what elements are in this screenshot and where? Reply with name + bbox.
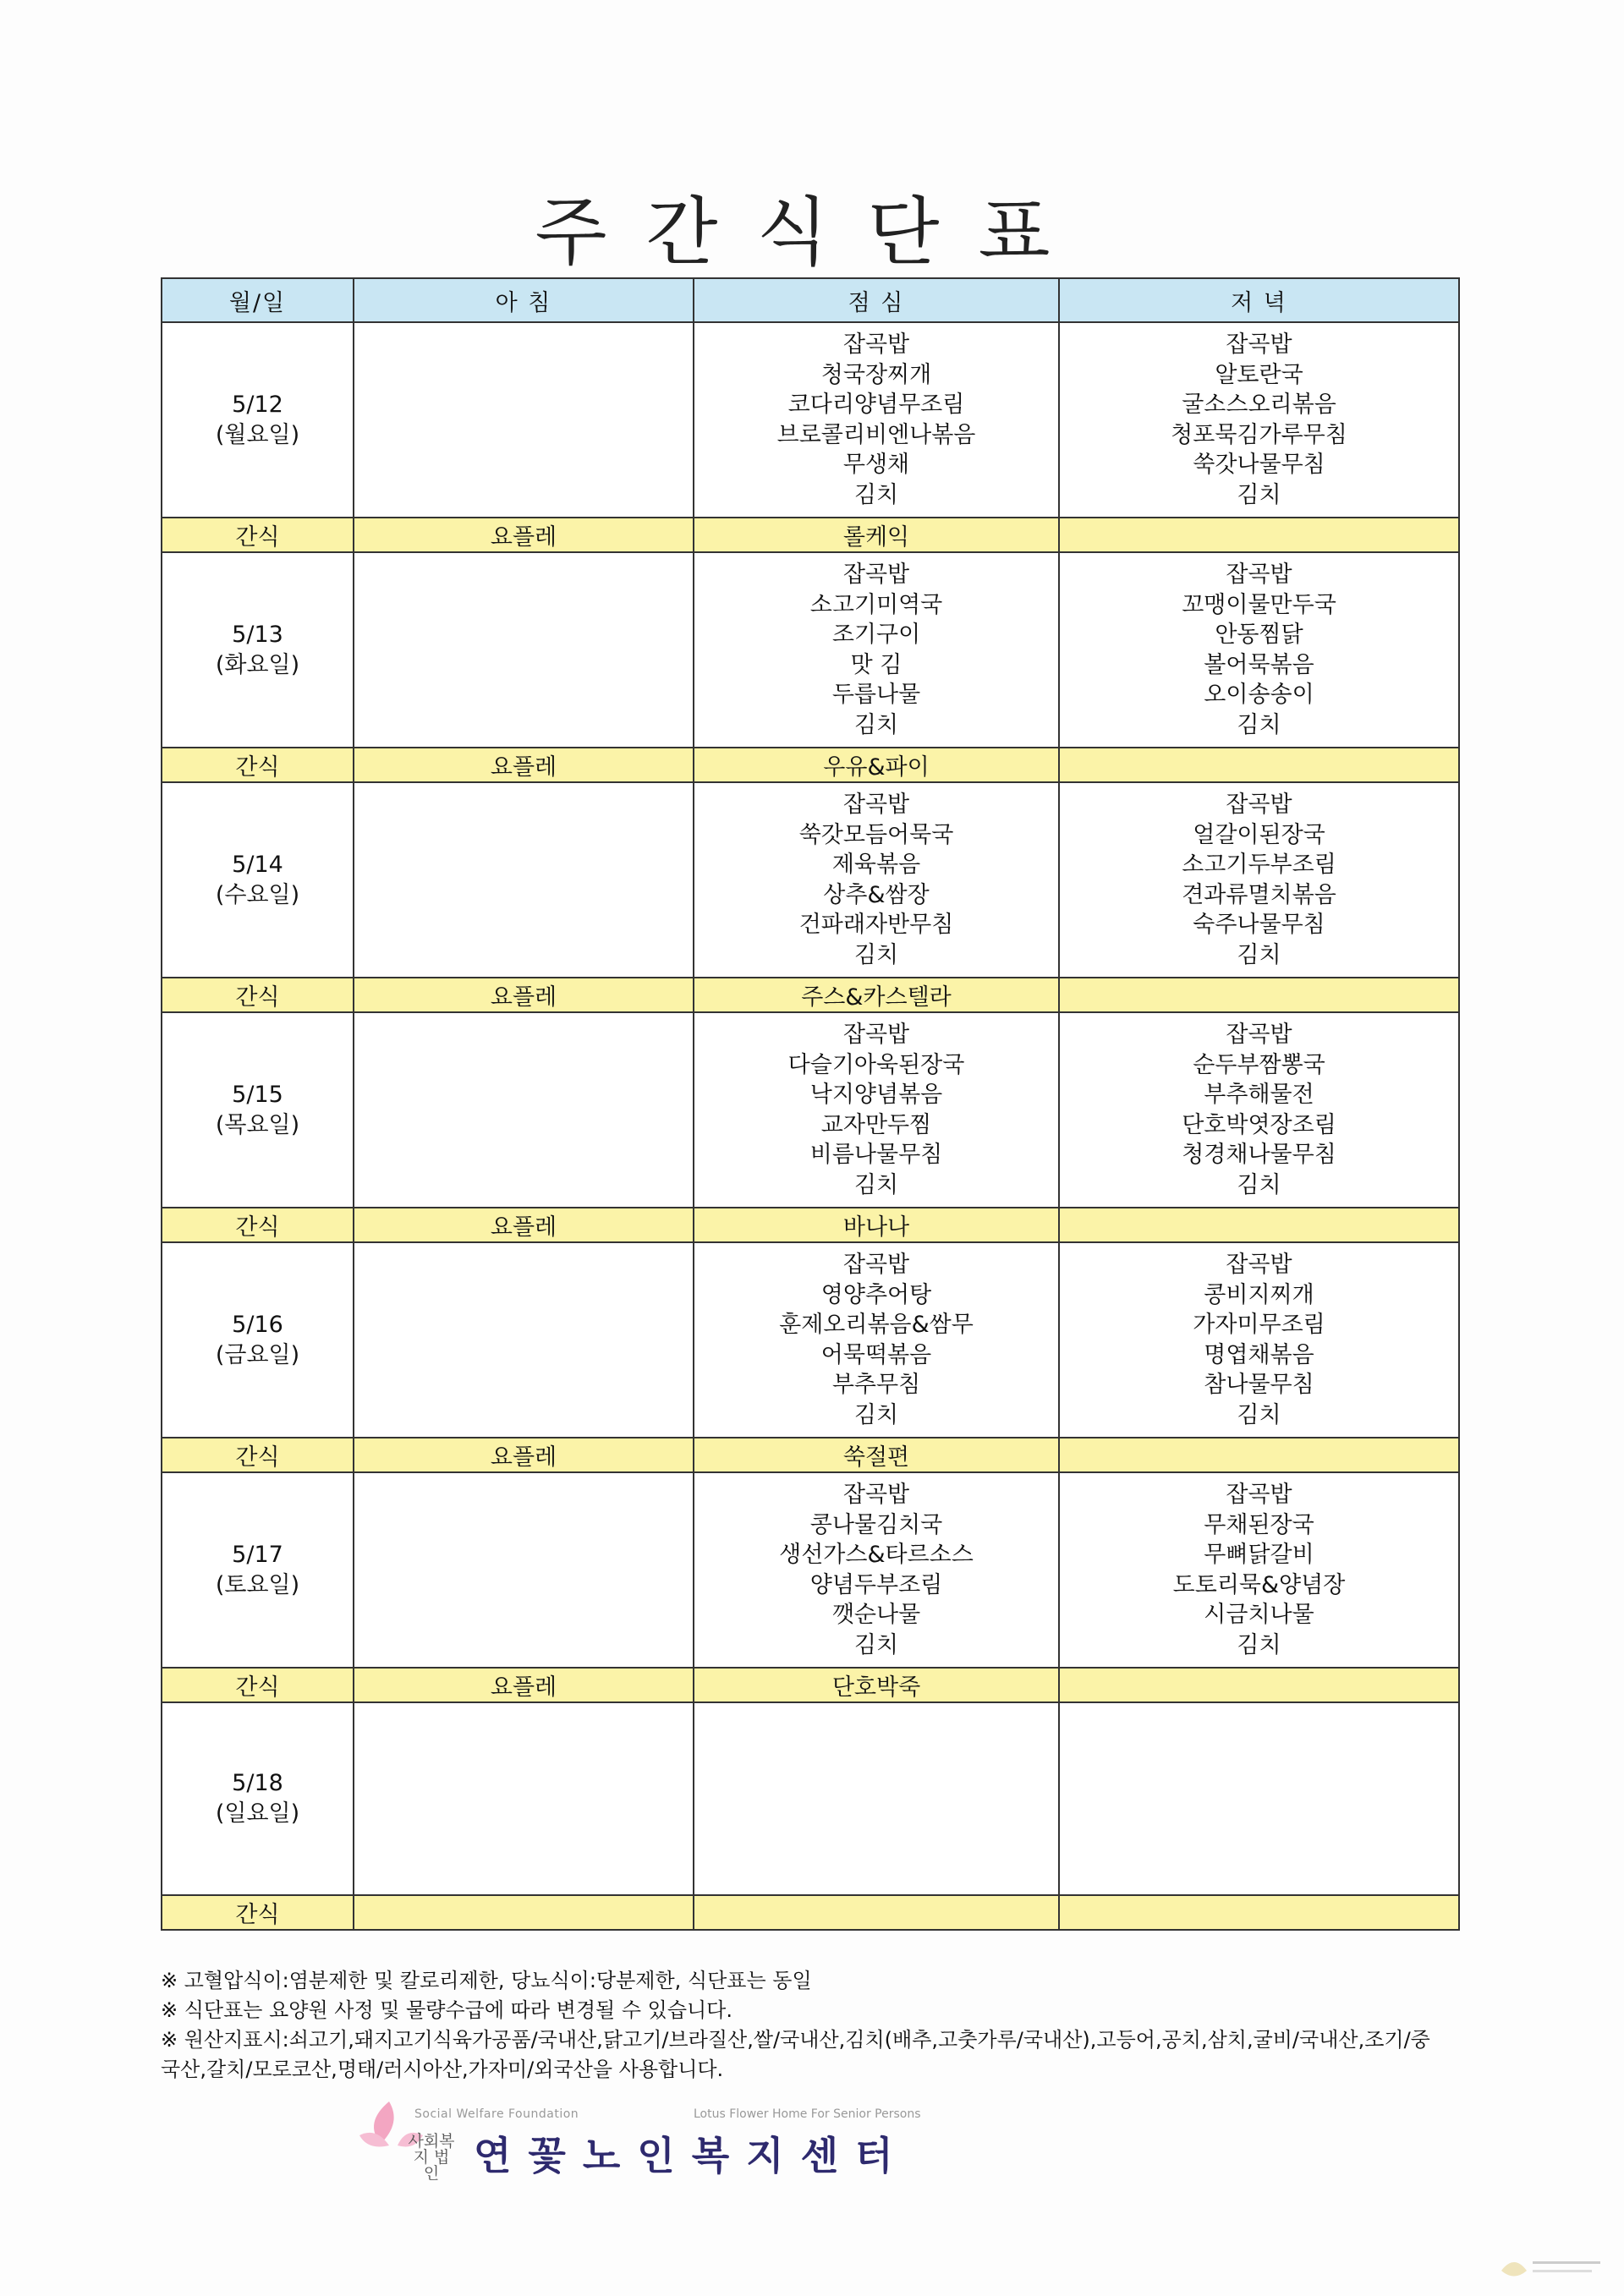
- snack-row: [162, 1438, 1459, 1472]
- dinner-cell: [1059, 1472, 1459, 1668]
- menu-item: 훈제오리볶음&쌈무: [779, 1312, 974, 1338]
- menu-item: 가자미무조림: [1193, 1312, 1325, 1338]
- snack-label: 간식: [162, 978, 354, 1012]
- snack-afternoon: 바나나: [694, 1208, 1059, 1242]
- snack-afternoon: 쑥절편: [694, 1438, 1059, 1472]
- menu-item: 다슬기아욱된장국: [787, 1051, 965, 1078]
- snack-evening: [1059, 1208, 1459, 1242]
- breakfast-cell: [354, 1472, 694, 1668]
- dinner-cell: [1059, 552, 1459, 748]
- snack-label: 간식: [162, 1438, 354, 1472]
- menu-item: 청국장찌개: [820, 361, 932, 388]
- day-row: [162, 552, 1459, 748]
- day-row: [162, 1472, 1459, 1668]
- menu-item: 견과류멸치볶음: [1182, 881, 1336, 908]
- day-date: 5/15: [232, 1081, 283, 1108]
- menu-item: 부추무침: [831, 1372, 921, 1398]
- day-date: 5/14: [232, 851, 283, 878]
- snack-evening: [1059, 1438, 1459, 1472]
- menu-item: 부추해물전: [1204, 1082, 1314, 1108]
- breakfast-cell: [354, 1702, 694, 1895]
- menu-item: 두릅나물: [831, 682, 921, 708]
- menu-item: 잡곡밥: [842, 1252, 910, 1278]
- menu-item: 소고기미역국: [809, 591, 943, 618]
- menu-item: 영양추어탕: [820, 1281, 932, 1308]
- snack-afternoon: 롤케익: [694, 518, 1059, 552]
- day-cell: [162, 1242, 354, 1438]
- menu-item: 김치: [853, 1401, 899, 1428]
- logo-english-right: Lotus Flower Home For Senior Persons: [694, 2107, 921, 2121]
- menu-item: 도토리묵&양념장: [1172, 1571, 1346, 1598]
- menu-item: 잡곡밥: [1226, 792, 1292, 818]
- note-diet: ※ 고혈압식이:염분제한 및 칼로리제한, 당뇨식이:당분제한, 식단표는 동일: [161, 1969, 812, 1992]
- notes: [161, 1966, 1446, 2085]
- snack-evening: [1059, 518, 1459, 552]
- menu-item: 쑥갓모듬어묵국: [798, 821, 954, 848]
- lunch-cell: [694, 782, 1059, 978]
- menu-item: 숙주나물무침: [1193, 912, 1325, 938]
- menu-item: 잡곡밥: [842, 332, 910, 358]
- lunch-list: [694, 1473, 1058, 1667]
- day-weekday: (목요일): [215, 1111, 300, 1138]
- dinner-list: [1060, 1243, 1458, 1437]
- day-cell: [162, 1702, 354, 1895]
- menu-item: 순두부짬뽕국: [1193, 1051, 1325, 1078]
- day-row: [162, 782, 1459, 978]
- menu-item: 맛 김: [850, 651, 903, 678]
- dinner-list: [1060, 1473, 1458, 1667]
- snack-morning: 요플레: [354, 1208, 694, 1242]
- menu-item: 콩비지찌개: [1204, 1281, 1314, 1308]
- menu-item: 김치: [1237, 481, 1281, 508]
- lunch-cell: [694, 552, 1059, 748]
- snack-morning: 요플레: [354, 978, 694, 1012]
- menu-item: 조기구이: [831, 622, 921, 648]
- dinner-cell: [1059, 1702, 1459, 1895]
- breakfast-cell: [354, 782, 694, 978]
- logo-small-text: 사회복지 법인: [408, 2132, 455, 2183]
- menu-item: 김치: [853, 1631, 899, 1658]
- menu-item: 볼어묵볶음: [1204, 651, 1314, 678]
- menu-item: 굴소스오리볶음: [1182, 392, 1336, 418]
- day-row: [162, 1242, 1459, 1438]
- snack-afternoon: [694, 1895, 1059, 1930]
- day-weekday: (토요일): [215, 1571, 300, 1598]
- note-origin: ※ 원산지표시:쇠고기,돼지고기식육가공품/국내산,닭고기/브라질산,쌀/국내산,김치(배추,고춧가루/국내산),고등어,공치,삼치,굴비/국내산,조기/중국산,갈치/모로코산,명태/러시아산,가자미/외국산을 사용합니다.: [161, 2028, 1430, 2081]
- day-weekday: (금요일): [215, 1341, 300, 1368]
- menu-item: 김치: [853, 711, 899, 738]
- menu-item: 깻순나물: [831, 1602, 921, 1628]
- lunch-cell: [694, 1702, 1059, 1895]
- menu-item: 교자만두찜: [820, 1111, 932, 1138]
- day-weekday: (수요일): [215, 881, 300, 908]
- snack-row: [162, 1208, 1459, 1242]
- lunch-list: [694, 553, 1058, 747]
- menu-item: 무생채: [842, 452, 910, 478]
- snack-label: 간식: [162, 1208, 354, 1242]
- menu-item: 김치: [1237, 1401, 1281, 1428]
- day-row: [162, 322, 1459, 518]
- organization-logo: [355, 2085, 1049, 2183]
- day-date: 5/17: [232, 1541, 283, 1568]
- day-weekday: (화요일): [215, 651, 300, 678]
- menu-item: 알토란국: [1215, 361, 1303, 388]
- day-weekday: (일요일): [215, 1800, 300, 1827]
- snack-evening: [1059, 748, 1459, 782]
- snack-label: 간식: [162, 748, 354, 782]
- menu-item: 잡곡밥: [842, 792, 910, 818]
- menu-item: 어묵떡볶음: [820, 1341, 932, 1368]
- menu-item: 단호박엿장조림: [1182, 1111, 1336, 1138]
- day-cell: [162, 782, 354, 978]
- menu-item: 잡곡밥: [1226, 332, 1292, 358]
- day-row: [162, 1702, 1459, 1895]
- day-cell: [162, 552, 354, 748]
- menu-item: 얼갈이된장국: [1193, 821, 1325, 848]
- dinner-list: [1060, 1792, 1458, 1806]
- menu-item: 잡곡밥: [1226, 562, 1292, 588]
- header-dinner: 저 녁: [1059, 278, 1459, 322]
- menu-item: 청포묵김가루무침: [1171, 421, 1347, 448]
- lunch-list: [694, 1243, 1058, 1437]
- lunch-cell: [694, 322, 1059, 518]
- menu-item: 잡곡밥: [842, 1022, 910, 1048]
- dinner-list: [1060, 1013, 1458, 1207]
- menu-item: 쑥갓나물무침: [1193, 452, 1325, 478]
- menu-item: 잡곡밥: [842, 562, 910, 588]
- menu-item: 건파래자반무침: [798, 912, 954, 938]
- menu-item: 제육볶음: [831, 852, 921, 878]
- page-title: 주간식단표: [535, 189, 1089, 276]
- dinner-cell: [1059, 322, 1459, 518]
- logo-name: 연꽃노인복지센터: [474, 2133, 910, 2178]
- day-cell: [162, 1472, 354, 1668]
- corner-stamp-icon: [1497, 2249, 1607, 2283]
- breakfast-cell: [354, 1012, 694, 1208]
- snack-row: [162, 518, 1459, 552]
- weekly-menu-table: [161, 277, 1460, 1931]
- lunch-cell: [694, 1472, 1059, 1668]
- menu-item: 김치: [853, 481, 899, 508]
- day-date: 5/18: [232, 1770, 283, 1796]
- snack-label: 간식: [162, 518, 354, 552]
- day-weekday: (월요일): [215, 421, 300, 448]
- dinner-cell: [1059, 1242, 1459, 1438]
- header-row: [162, 278, 1459, 322]
- lunch-list: [694, 1792, 1058, 1806]
- snack-morning: [354, 1895, 694, 1930]
- menu-item: 소고기두부조림: [1182, 852, 1336, 878]
- snack-label: 간식: [162, 1895, 354, 1930]
- lunch-list: [694, 323, 1058, 517]
- note-change: ※ 식단표는 요양원 사정 및 물량수급에 따라 변경될 수 있습니다.: [161, 1998, 732, 2022]
- menu-item: 김치: [1237, 1631, 1281, 1658]
- lunch-cell: [694, 1012, 1059, 1208]
- menu-item: 잡곡밥: [1226, 1482, 1292, 1508]
- menu-item: 시금치나물: [1204, 1602, 1314, 1628]
- snack-row: [162, 978, 1459, 1012]
- menu-item: 코다리양념무조림: [787, 392, 965, 418]
- snack-row: [162, 748, 1459, 782]
- menu-item: 무채된장국: [1204, 1511, 1314, 1538]
- menu-item: 김치: [853, 941, 899, 968]
- menu-item: 오이송송이: [1204, 682, 1314, 708]
- lunch-list: [694, 1013, 1058, 1207]
- breakfast-cell: [354, 322, 694, 518]
- snack-morning: 요플레: [354, 748, 694, 782]
- snack-evening: [1059, 1668, 1459, 1702]
- dinner-list: [1060, 553, 1458, 747]
- menu-item: 콩나물김치국: [809, 1511, 943, 1538]
- snack-afternoon: 단호박죽: [694, 1668, 1059, 1702]
- lunch-list: [694, 783, 1058, 977]
- menu-item: 생선가스&타르소스: [779, 1542, 974, 1568]
- dinner-list: [1060, 323, 1458, 517]
- menu-item: 비름나물무침: [809, 1142, 943, 1168]
- snack-row: [162, 1895, 1459, 1930]
- header-date: 월/일: [162, 278, 354, 322]
- menu-item: 잡곡밥: [1226, 1252, 1292, 1278]
- menu-item: 무뼈닭갈비: [1204, 1542, 1314, 1568]
- day-date: 5/13: [232, 621, 283, 648]
- snack-afternoon: 주스&카스텔라: [694, 978, 1059, 1012]
- day-date: 5/16: [232, 1311, 283, 1338]
- snack-afternoon: 우유&파이: [694, 748, 1059, 782]
- menu-item: 잡곡밥: [842, 1482, 910, 1508]
- menu-item: 상추&쌈장: [823, 881, 930, 908]
- menu-item: 양념두부조림: [809, 1571, 943, 1598]
- breakfast-cell: [354, 552, 694, 748]
- snack-evening: [1059, 1895, 1459, 1930]
- snack-morning: 요플레: [354, 518, 694, 552]
- menu-item: 꼬맹이물만두국: [1182, 591, 1336, 618]
- menu-item: 김치: [1237, 711, 1281, 738]
- snack-label: 간식: [162, 1668, 354, 1702]
- dinner-list: [1060, 783, 1458, 977]
- menu-item: 청경채나물무침: [1182, 1142, 1336, 1168]
- menu-item: 김치: [853, 1171, 899, 1198]
- dinner-cell: [1059, 1012, 1459, 1208]
- lunch-cell: [694, 1242, 1059, 1438]
- logo-english-left: Social Welfare Foundation: [414, 2107, 579, 2121]
- day-row: [162, 1012, 1459, 1208]
- day-cell: [162, 1012, 354, 1208]
- breakfast-cell: [354, 1242, 694, 1438]
- menu-item: 김치: [1237, 941, 1281, 968]
- day-date: 5/12: [232, 391, 283, 418]
- snack-morning: 요플레: [354, 1668, 694, 1702]
- dinner-cell: [1059, 782, 1459, 978]
- menu-item: 김치: [1237, 1171, 1281, 1198]
- snack-evening: [1059, 978, 1459, 1012]
- menu-item: 안동찜닭: [1215, 622, 1303, 648]
- menu-item: 참나물무침: [1204, 1372, 1314, 1398]
- header-lunch: 점 심: [694, 278, 1059, 322]
- day-cell: [162, 322, 354, 518]
- menu-item: 낙지양념볶음: [809, 1082, 943, 1108]
- snack-morning: 요플레: [354, 1438, 694, 1472]
- menu-item: 명엽채볶음: [1204, 1341, 1314, 1368]
- menu-item: 브로콜리비엔나볶음: [776, 421, 976, 448]
- header-breakfast: 아 침: [354, 278, 694, 322]
- snack-row: [162, 1668, 1459, 1702]
- menu-item: 잡곡밥: [1226, 1022, 1292, 1048]
